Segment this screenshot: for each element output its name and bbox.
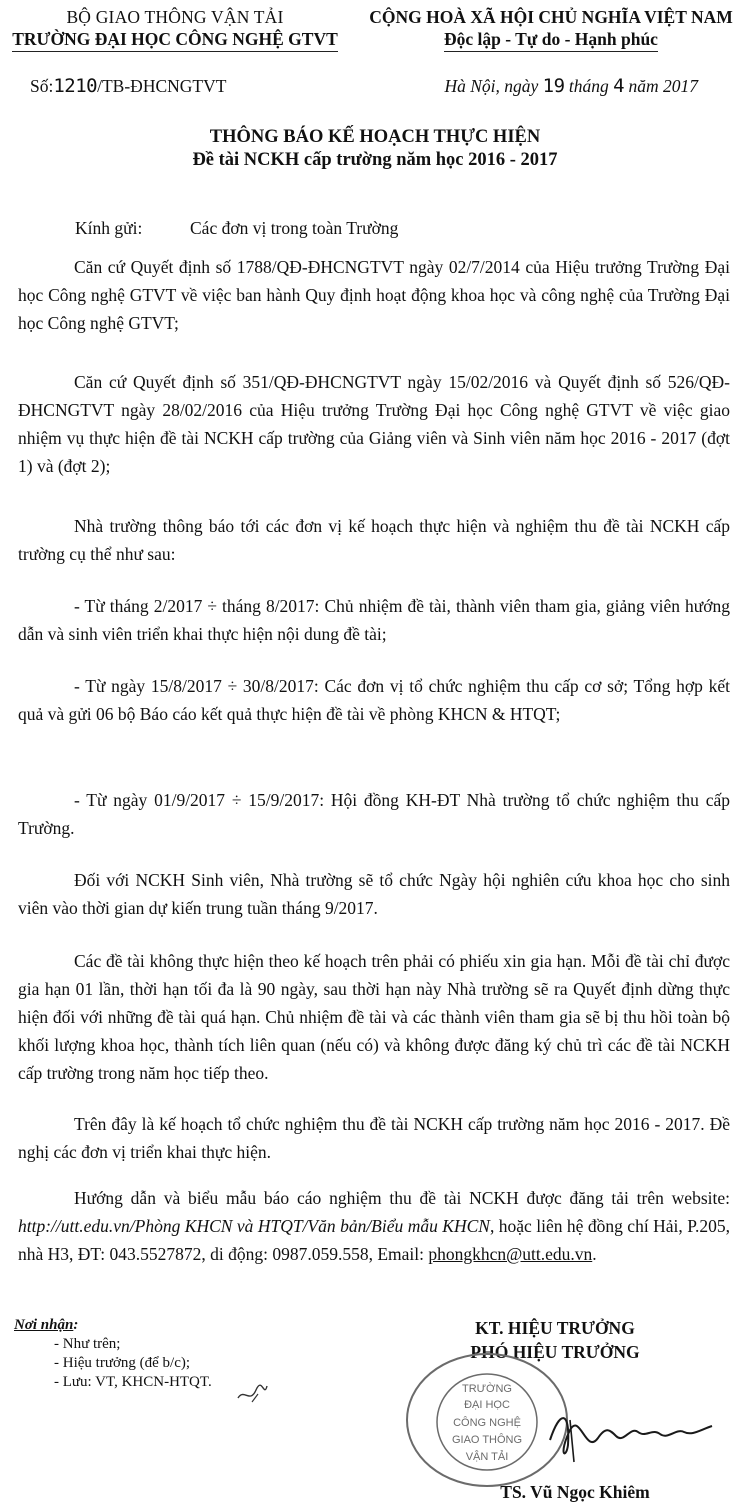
nation-name: CỘNG HOÀ XÃ HỘI CHỦ NGHĨA VIỆT NAM (369, 7, 733, 27)
national-motto: Độc lập - Tự do - Hạnh phúc (444, 28, 658, 52)
seal-text: VẬN TẢI (465, 1451, 509, 1463)
ministry-name: BỘ GIAO THÔNG VẬN TẢI (66, 7, 284, 27)
date-month: 4 (613, 75, 625, 97)
timeline-item-2: - Từ ngày 15/8/2017 ÷ 30/8/2017: Các đơn vị tổ chức nghiệm thu cấp cơ sở; Tổng hợp kết quả và gửi 06 bộ Báo cáo kết quả thực hiện đề tài về phòng KHCN & HTQT; (18, 676, 730, 724)
signature-title-line-1: KT. HIỆU TRƯỞNG (475, 1318, 635, 1338)
recipient-value: Các đơn vị trong toàn Trường (190, 218, 399, 238)
document-date (444, 75, 698, 97)
seal-text: CÔNG NGHỆ (453, 1417, 521, 1429)
recipient-line (75, 218, 398, 239)
website-link[interactable]: http://utt.edu.vn/Phòng KHCN và HTQT/Văn bản/Biểu mẫu KHCN (18, 1216, 490, 1236)
paragraph-extension: Các đề tài không thực hiện theo kế hoạch trên phải có phiếu xin gia hạn. Mỗi đề tài chỉ được gia hạn 01 lần, thời hạn tối đa là 90 ngày, sau thời hạn này Nhà trường sẽ ra Quyết định dừng thực hiện đối với những đề tài quá hạn. Chủ nhiệm đề tài và các thành viên tham gia sẽ bị thu hồi toàn bộ khối lượng khoa học, thành tích liên quan (nếu có) và không được đăng ký chủ trì các đề tài NCKH cấp trường trong năm học tiếp theo. (18, 951, 730, 1083)
seal-text: GIAO THÔNG (451, 1434, 523, 1446)
issuing-authority (0, 6, 350, 52)
document-number (30, 75, 226, 97)
guide-text: Hướng dẫn và biểu mẫu báo cáo nghiệm thu đề tài NCKH được đăng tải trên website: (74, 1188, 730, 1208)
initial-mark (234, 1380, 270, 1410)
guide-contact: , hoặc liên hệ đồng chí Hải, P.205, nhà H3, ĐT: 043.5527872, di động: 0987.059.558, Email: (18, 1216, 731, 1264)
seal-text: ĐẠI HỌC (464, 1399, 510, 1411)
recipients-block: Nơi nhận: - Như trên; - Hiệu trưởng (để b/c); - Lưu: VT, KHCN-HTQT. (14, 1317, 212, 1390)
document-title (0, 126, 750, 172)
number-suffix: /TB-ĐHCNGTVT (97, 76, 227, 96)
email-link[interactable]: phongkhcn@utt.edu.vn (428, 1244, 593, 1264)
seal-text: TRƯỜNG (462, 1383, 512, 1395)
handwritten-signature (540, 1400, 720, 1470)
number-prefix: Số: (30, 76, 54, 96)
paragraph-students: Đối với NCKH Sinh viên, Nhà trường sẽ tổ chức Ngày hội nghiên cứu khoa học cho sinh viên vào thời gian dự kiến trung tuần tháng 9/2017. (18, 870, 730, 918)
date-year: năm 2017 (628, 76, 698, 96)
recipients-label: Nơi nhận (14, 1317, 74, 1333)
paragraph-1: Căn cứ Quyết định số 1788/QĐ-ĐHCNGTVT ngày 02/7/2014 của Hiệu trưởng Trường Đại học Công nghệ GTVT về việc ban hành Quy định hoạt động khoa học và công nghệ của Trường Đại học Công nghệ GTVT; (18, 257, 730, 333)
university-name: TRƯỜNG ĐẠI HỌC CÔNG NGHỆ GTVT (12, 28, 338, 52)
paragraph-guide: Hướng dẫn và biểu mẫu báo cáo nghiệm thu đề tài NCKH được đăng tải trên website: http://utt.edu.vn/Phòng KHCN và HTQT/Văn bản/Biểu mẫu KHCN, hoặc liên hệ đồng chí Hải, P.205, nhà H3, ĐT: 043.5527872, di động: 0987.059.558, Email: phongkhcn@utt.edu.vn. (18, 1188, 731, 1264)
number-handwritten: 1210 (53, 75, 98, 97)
date-day: 19 (542, 75, 565, 97)
date-place: Hà Nội, ngày (444, 76, 539, 96)
signature-title-line-2: PHÓ HIỆU TRƯỞNG (470, 1342, 640, 1362)
paragraph-closing: Trên đây là kế hoạch tổ chức nghiệm thu đề tài NCKH cấp trường năm học 2016 - 2017. Đề nghị các đơn vị triển khai thực hiện. (18, 1114, 730, 1162)
signer-name: TS. Vũ Ngọc Khiêm (500, 1482, 650, 1502)
paragraph-2: Căn cứ Quyết định số 351/QĐ-ĐHCNGTVT ngày 15/02/2016 và Quyết định số 526/QĐ-ĐHCNGTVT ngày 28/02/2016 của Hiệu trưởng Trường Đại học Công nghệ GTVT về việc giao nhiệm vụ thực hiện đề tài NCKH cấp trường của Giảng viên và Sinh viên năm học 2016 - 2017 (đợt 1) và (đợt 2); (18, 372, 730, 476)
timeline-item-3: - Từ ngày 01/9/2017 ÷ 15/9/2017: Hội đồng KH-ĐT Nhà trường tổ chức nghiệm thu cấp Trường. (18, 790, 730, 838)
recipient-label: Kính gửi: (75, 218, 143, 238)
date-month-label: tháng (568, 76, 609, 96)
paragraph-3: Nhà trường thông báo tới các đơn vị kế hoạch thực hiện và nghiệm thu đề tài NCKH cấp trường cụ thể như sau: (18, 516, 730, 564)
title-line-2: Đề tài NCKH cấp trường năm học 2016 - 2017 (192, 150, 558, 170)
national-heading (352, 6, 750, 52)
recipient-item: - Hiệu trưởng (để b/c); (54, 1355, 191, 1371)
timeline-item-1: - Từ tháng 2/2017 ÷ tháng 8/2017: Chủ nhiệm đề tài, thành viên tham gia, giảng viên hướng dẫn và sinh viên triển khai thực hiện nội dung đề tài; (18, 596, 730, 644)
recipient-item: - Lưu: VT, KHCN-HTQT. (54, 1374, 212, 1390)
recipient-item: - Như trên; (54, 1336, 121, 1352)
title-line-1: THÔNG BÁO KẾ HOẠCH THỰC HIỆN (209, 127, 541, 147)
